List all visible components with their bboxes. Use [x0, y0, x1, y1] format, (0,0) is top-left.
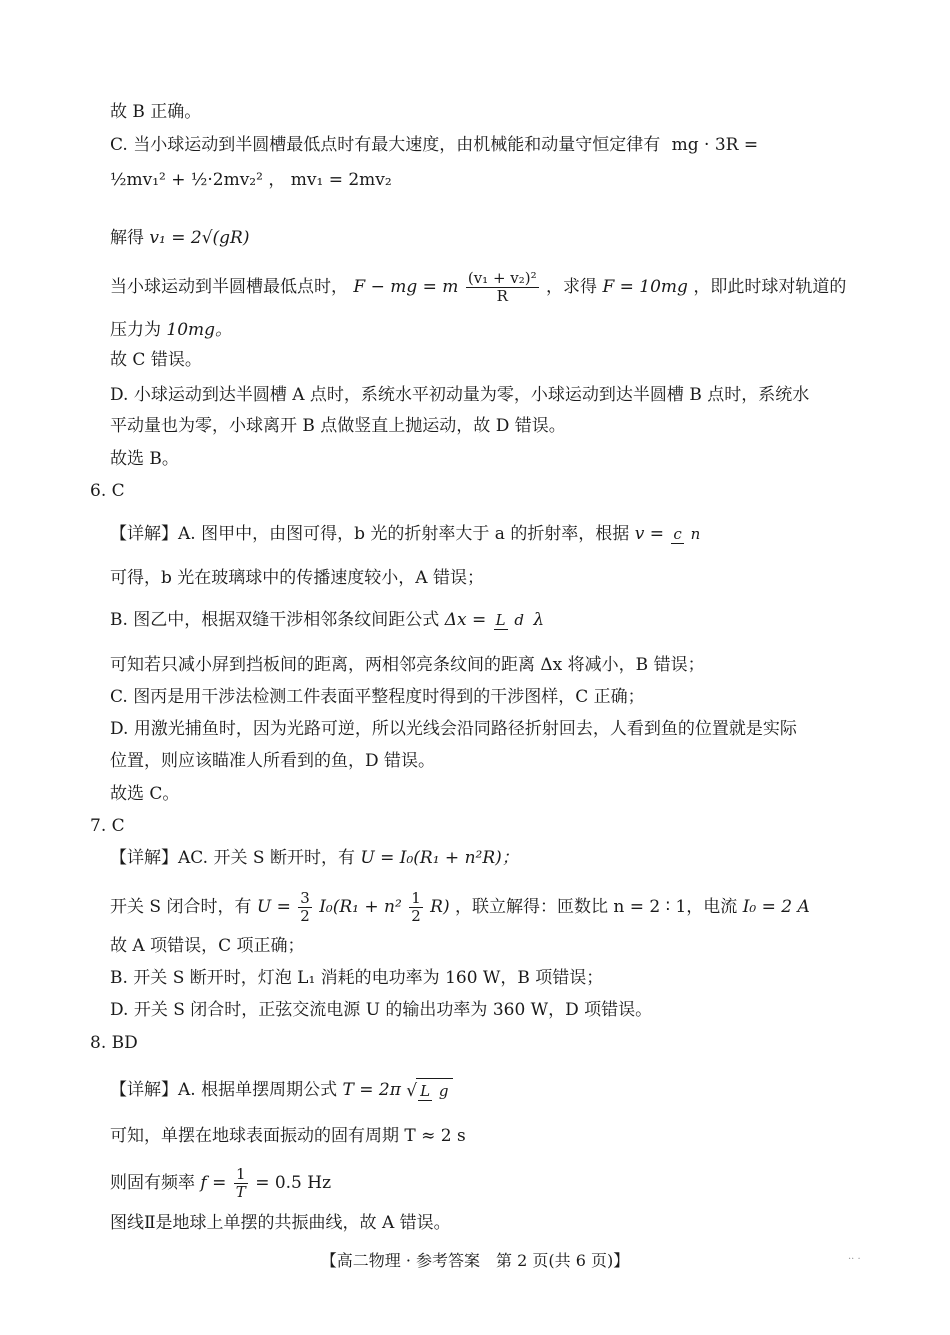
text-line: 压力为 10mg。 — [110, 320, 233, 340]
formula-line: ½mv₁² + ½·2mv₂² ， mv₁ = 2mv₂ — [110, 170, 392, 190]
text-line: D. 小球运动到达半圆槽 A 点时，系统水平初动量为零，小球运动到达半圆槽 B 点时，系统水 — [110, 385, 810, 405]
text-line: 可知，单摆在地球表面振动的固有周期 T ≈ 2 s — [110, 1126, 466, 1146]
question-number: 7. C — [90, 816, 125, 836]
force-fraction: $\frac{\text{(v₁ + v₂)²}}{R}$ — [467, 269, 537, 305]
text-line: B. 开关 S 断开时，灯泡 L₁ 消耗的电功率为 160 W，B 项错误； — [110, 968, 604, 988]
text-line: 位置，则应该瞄准人所看到的鱼，D 错误。 — [110, 751, 436, 771]
u-fraction-b: $\frac{1}{2}$ — [411, 889, 421, 925]
v-fraction: c n — [673, 525, 701, 543]
text-line: B. 图乙中，根据双缝干涉相邻条纹间距公式 Δx = L d λ — [110, 610, 545, 630]
corner-mark: ·· · — [848, 1254, 861, 1265]
text-line: 故 A 项错误，C 项正确； — [110, 936, 305, 956]
text-line: 可得，b 光在玻璃球中的传播速度较小，A 错误； — [110, 568, 484, 588]
momentum-formula: mv₁ = 2mv₂ — [290, 170, 392, 190]
period-sqrt: √ L g — [406, 1078, 452, 1103]
text-line: 可知若只减小屏到挡板间的距离，两相邻亮条纹间的距离 Δx 将减小，B 错误； — [110, 655, 705, 675]
text-line: 图线Ⅱ是地球上单摆的共振曲线，故 A 错误。 — [110, 1213, 451, 1233]
text-line: 开关 S 闭合时，有 U = $\frac{3}{2}$ I₀(R₁ + n² $\frac{1}{2}$ R) ，联立解得：匝数比 n = 2 ∶ 1，电流 I₀ = 2 A — [110, 889, 810, 925]
dx-fraction: L d — [495, 611, 524, 629]
text-line: 故 C 错误。 — [110, 350, 202, 370]
freq-fraction: $\frac{1}{T}$ — [235, 1165, 246, 1201]
text-line: 【详解】A. 根据单摆周期公式 T = 2π √ L g — [110, 1078, 453, 1103]
question-number: 8. BD — [90, 1033, 138, 1053]
text-line: 解得 v₁ = 2√(gR) — [110, 228, 250, 248]
text-line: 故选 B。 — [110, 449, 179, 469]
question-number: 6. C — [90, 481, 125, 501]
text-line: D. 用激光捕鱼时，因为光路可逆，所以光线会沿同路径折射回去，人看到鱼的位置就是实际 — [110, 719, 797, 739]
u-fraction-a: $\frac{3}{2}$ — [300, 889, 310, 925]
text-line: 【详解】A. 图甲中，由图可得，b 光的折射率大于 a 的折射率，根据 v = c n — [110, 524, 701, 544]
text-line: 当小球运动到半圆槽最低点时， F − mg = m $\frac{\text{(v₁ + v₂)²}}{R}$ ，求得 F = 10mg ，即此时球对轨道的 — [110, 269, 847, 305]
page-footer: 【高二物理 · 参考答案 第 2 页(共 6 页)】 — [320, 1251, 630, 1270]
text-line: 故选 C。 — [110, 784, 180, 804]
text-line: C. 图丙是用干涉法检测工件表面平整程度时得到的干涉图样，C 正确； — [110, 687, 645, 707]
text-line: D. 开关 S 闭合时，正弦交流电源 U 的输出功率为 360 W，D 项错误。 — [110, 1000, 653, 1020]
text-line: 【详解】AC. 开关 S 断开时，有 U = I₀(R₁ + n²R)； — [110, 848, 519, 868]
text-line: 平动量也为零，小球离开 B 点做竖直上抛运动，故 D 错误。 — [110, 416, 566, 436]
text-line: 则固有频率 f = $\frac{1}{T} = 0.5$ Hz — [110, 1165, 332, 1201]
v1-formula: v₁ = 2√(gR) — [149, 228, 250, 248]
text-line: C. 当小球运动到半圆槽最低点时有最大速度，由机械能和动量守恒定律有 mg · 3R = — [110, 135, 759, 155]
energy-formula: ½mv₁² + ½·2mv₂² — [110, 170, 263, 190]
text-line: 故 B 正确。 — [110, 102, 202, 122]
